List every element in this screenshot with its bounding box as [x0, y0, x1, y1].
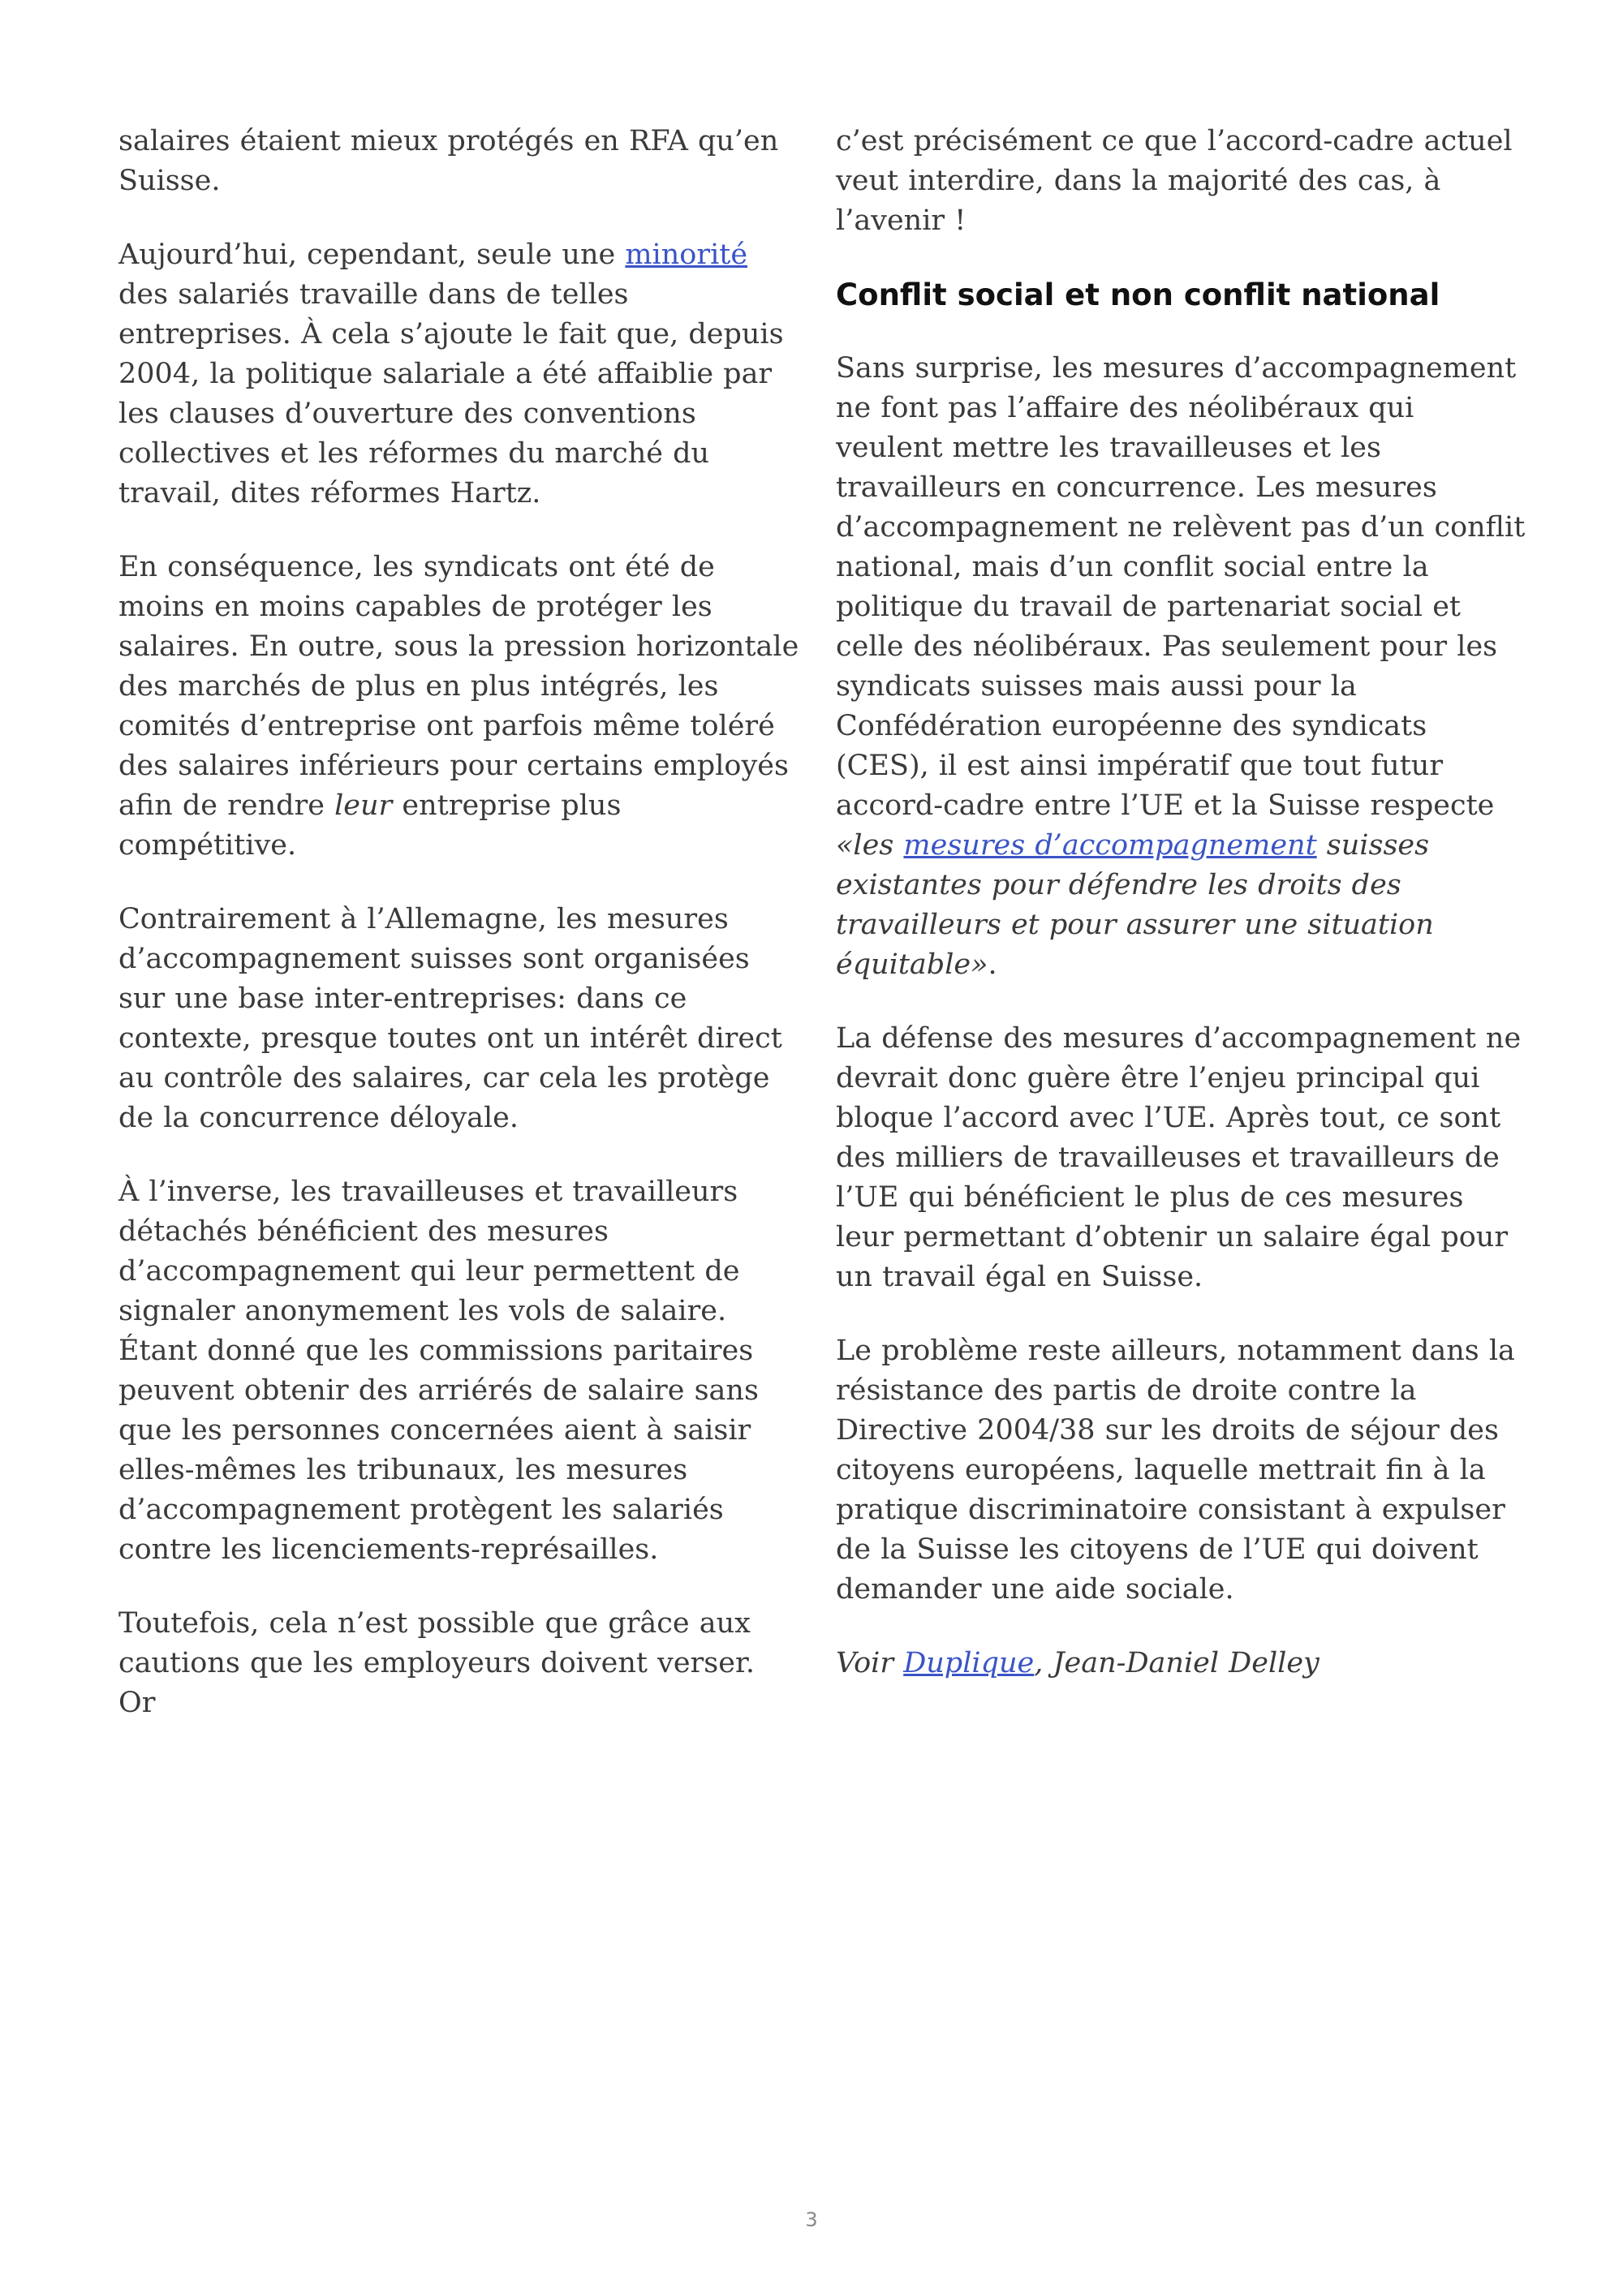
paragraph — [118, 235, 800, 514]
text-run: , Jean-Daniel Delley — [1034, 1647, 1319, 1679]
minorite-link[interactable]: minorité — [625, 239, 748, 271]
left-column — [118, 122, 800, 1757]
quote-text — [836, 829, 1434, 981]
author-credit — [836, 1644, 1526, 1683]
text-run: «les — [836, 829, 904, 862]
emphasis-text: leur — [334, 789, 393, 822]
text-run: En conséquence, les syndicats ont été de moins en moins capables de protéger les salaires. En outre, sous la pression horizontale des marchés de plus en plus intégrés, les comités d’entreprise ont parfois même toléré des salaires inférieurs pour certains employés afin de rendre — [118, 551, 799, 822]
mesures-accompagnement-link[interactable]: mesures d’accompagnement — [903, 829, 1317, 862]
paragraph — [836, 349, 1526, 985]
text-run: . — [988, 948, 997, 981]
text-run: Voir — [836, 1647, 904, 1679]
text-run: suisses existantes pour défendre les droits des travailleurs et pour assurer une situation équitable» — [836, 829, 1434, 981]
page-number: 3 — [805, 2208, 818, 2231]
text-run: Aujourd’hui, cependant, seule une — [118, 239, 626, 271]
right-column — [836, 122, 1526, 1718]
paragraph: salaires étaient mieux protégés en RFA qu’en Suisse. — [118, 125, 779, 197]
text-run: Sans surprise, les mesures d’accompagnement ne font pas l’affaire des néolibéraux qui veulent mettre les travailleuses et les travailleurs en concurrence. Les mesures d’accompagnement ne relèvent pas d’un conflit national, mais d’un conflit social entre la politique du travail de partenariat social et celle des néolibéraux. Pas seulement pour les syndicats suisses mais aussi pour la Confédération européenne des syndicats (CES), il est ainsi impératif que tout futur accord-cadre entre l’UE et la Suisse respecte — [836, 352, 1526, 822]
text-run: des salariés travaille dans de telles entreprises. À cela s’ajoute le fait que, depuis 2004, la politique salariale a été affaiblie par les clauses d’ouverture des conventions collectives et les réformes du marché du travail, dites réformes Hartz. — [118, 278, 784, 510]
section-heading: Conflit social et non conflit national — [836, 277, 1440, 312]
text-run: entreprise plus compétitive. — [118, 789, 622, 862]
paragraph: c’est précisément ce que l’accord-cadre actuel veut interdire, dans la majorité des cas, à l’avenir ! — [836, 125, 1513, 237]
credit-text — [836, 1647, 1319, 1679]
paragraph: Contrairement à l’Allemagne, les mesures d’accompagnement suisses sont organisées sur une base inter-entreprises: dans ce contexte, presque toutes ont un intérêt direct au contrôle des salaires, car cela les protège de la concurrence déloyale. — [118, 903, 782, 1134]
paragraph — [118, 548, 800, 866]
duplique-link[interactable]: Duplique — [903, 1647, 1035, 1679]
paragraph: À l’inverse, les travailleuses et travailleurs détachés bénéficient des mesures d’accompagnement qui leur permettent de signaler anonymement les vols de salaire. Étant donné que les commissions paritaires peuvent obtenir des arriérés de salaire sans que les personnes concernées aient à saisir elles-mêmes les tribunaux, les mesures d’accompagnement protègent les salariés contre les licenciements-représailles. — [118, 1176, 759, 1566]
paragraph: Toutefois, cela n’est possible que grâce aux cautions que les employeurs doivent verser. Or — [118, 1607, 755, 1719]
paragraph: Le problème reste ailleurs, notamment dans la résistance des partis de droite contre la Directive 2004/38 sur les droits de séjour des citoyens européens, laquelle mettrait fin à la pratique discriminatoire consistant à expulser de la Suisse les citoyens de l’UE qui doivent demander une aide sociale. — [836, 1335, 1515, 1606]
paragraph: La défense des mesures d’accompagnement ne devrait donc guère être l’enjeu principal qui bloque l’accord avec l’UE. Après tout, ce sont des milliers de travailleuses et travailleurs de l’UE qui bénéficient le plus de ces mesures leur permettant d’obtenir un salaire égal pour un travail égal en Suisse. — [836, 1022, 1522, 1293]
